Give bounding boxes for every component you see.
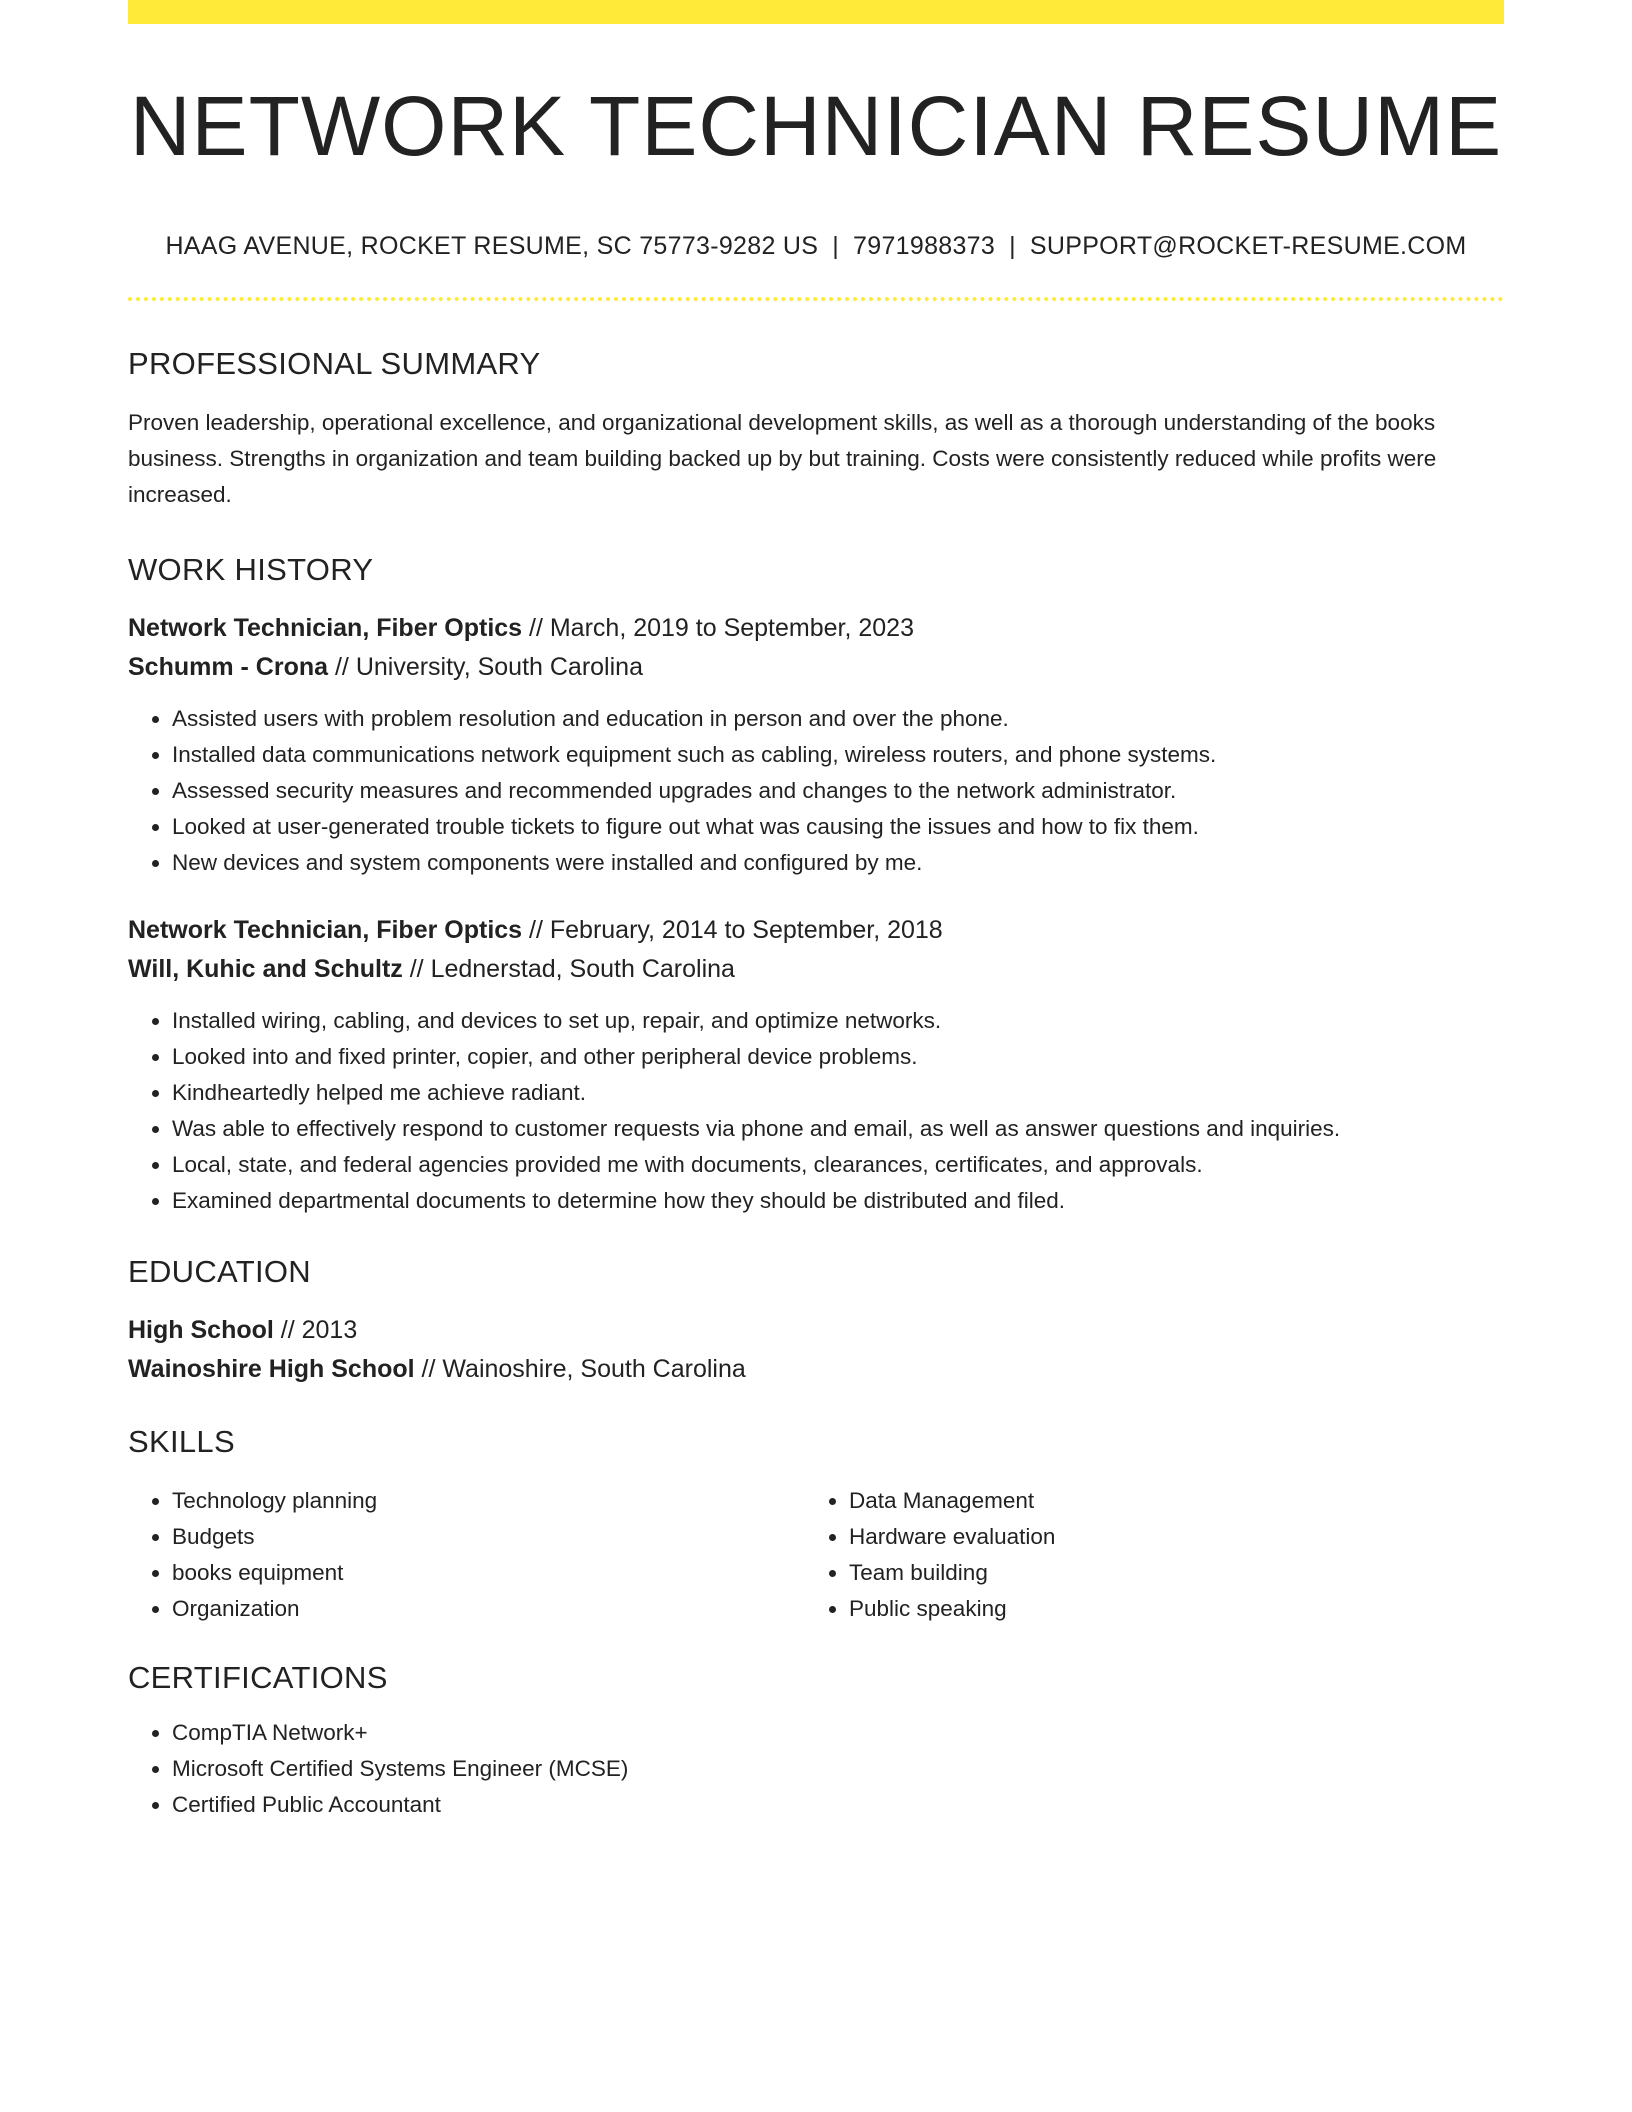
list-item: • books equipment	[172, 1555, 805, 1591]
job-dates: // February, 2014 to September, 2018	[522, 916, 943, 945]
education-school: Wainoshire High School	[128, 1355, 415, 1384]
education-location: // Wainoshire, South Carolina	[414, 1355, 746, 1384]
contact-line	[128, 234, 1504, 259]
contact-separator: |	[832, 232, 840, 260]
certifications-heading: CERTIFICATIONS	[128, 1660, 388, 1696]
job-bullets	[128, 1003, 1504, 1219]
list-item: • Organization	[172, 1591, 805, 1627]
list-item: • Kindheartedly helped me achieve radiant.	[172, 1075, 1504, 1111]
skills-section	[128, 1425, 1504, 1627]
job-dates: // March, 2019 to September, 2023	[522, 614, 914, 643]
education-degree-line	[128, 1311, 1504, 1350]
resume-title: NETWORK TECHNICIAN RESUME	[129, 79, 1503, 173]
contact-address: HAAG AVENUE, ROCKET RESUME, SC 75773-9282 US	[165, 232, 819, 260]
list-item: • Technology planning	[172, 1483, 805, 1519]
skills-grid	[128, 1473, 1504, 1627]
list-item: • Public speaking	[849, 1591, 1482, 1627]
list-item: • Budgets	[172, 1519, 805, 1555]
job-entry	[128, 609, 1504, 881]
accent-top-bar	[128, 0, 1504, 24]
job-entry	[128, 911, 1504, 1219]
list-item: • Assessed security measures and recommended upgrades and changes to the network administrator.	[172, 773, 1504, 809]
certifications-list	[128, 1715, 1504, 1823]
skills-column-right	[805, 1483, 1482, 1627]
summary-heading: PROFESSIONAL SUMMARY	[128, 346, 541, 381]
list-item: • Microsoft Certified Systems Engineer (MCSE)	[172, 1751, 1504, 1787]
list-item: • Installed wiring, cabling, and devices to set up, repair, and optimize networks.	[172, 1003, 1504, 1039]
list-item: • Local, state, and federal agencies provided me with documents, clearances, certificates, and approvals.	[172, 1147, 1504, 1183]
list-item: • Assisted users with problem resolution and education in person and over the phone.	[172, 701, 1504, 737]
education-degree: High School	[128, 1316, 274, 1345]
list-item: • Examined departmental documents to determine how they should be distributed and filed.	[172, 1183, 1504, 1219]
list-item: • Team building	[849, 1555, 1482, 1591]
education-school-line	[128, 1350, 1504, 1389]
resume-page	[128, 0, 1504, 1823]
contact-separator: |	[1009, 232, 1016, 260]
contact-email: SUPPORT@ROCKET-RESUME.COM	[1029, 232, 1467, 260]
list-item: • CompTIA Network+	[172, 1715, 1504, 1751]
work-history-section	[128, 553, 1504, 1219]
job-location: // Lednerstad, South Carolina	[402, 955, 735, 984]
list-item: • Data Management	[849, 1483, 1482, 1519]
summary-section	[128, 347, 1504, 513]
list-item: • Looked into and fixed printer, copier, and other peripheral device problems.	[172, 1039, 1504, 1075]
list-item: • Was able to effectively respond to customer requests via phone and email, as well as answer questions and inquiries.	[172, 1111, 1504, 1147]
certifications-section	[128, 1661, 1504, 1823]
job-bullets	[128, 701, 1504, 881]
job-title-line	[128, 911, 1504, 950]
dotted-divider	[128, 297, 1504, 301]
education-year: // 2013	[273, 1316, 358, 1345]
job-company-line	[128, 648, 1504, 687]
work-history-heading: WORK HISTORY	[128, 552, 374, 588]
list-item: • Installed data communications network equipment such as cabling, wireless routers, and phone systems.	[172, 737, 1504, 773]
list-item: • Looked at user-generated trouble tickets to figure out what was causing the issues and how to fix them.	[172, 809, 1504, 845]
contact-phone: 7971988373	[853, 232, 996, 260]
education-heading: EDUCATION	[128, 1254, 311, 1290]
education-section	[128, 1255, 1504, 1389]
list-item: • New devices and system components were installed and configured by me.	[172, 845, 1504, 881]
list-item: • Certified Public Accountant	[172, 1787, 1504, 1823]
job-company: Will, Kuhic and Schultz	[128, 955, 403, 984]
job-location: // University, South Carolina	[328, 653, 643, 682]
job-title: Network Technician, Fiber Optics	[128, 614, 523, 643]
summary-text: Proven leadership, operational excellence, and organizational development skills, as well as a thorough understanding of the books business. Strengths in organization and team building backed up by but training. Costs were consistently reduced while profits were increased.	[128, 410, 1437, 508]
skills-heading: SKILLS	[128, 1424, 235, 1460]
job-company: Schumm - Crona	[128, 653, 329, 682]
job-title: Network Technician, Fiber Optics	[128, 916, 523, 945]
education-entry	[128, 1311, 1504, 1389]
skills-column-left	[128, 1483, 805, 1627]
job-title-line	[128, 609, 1504, 648]
list-item: • Hardware evaluation	[849, 1519, 1482, 1555]
job-company-line	[128, 950, 1504, 989]
